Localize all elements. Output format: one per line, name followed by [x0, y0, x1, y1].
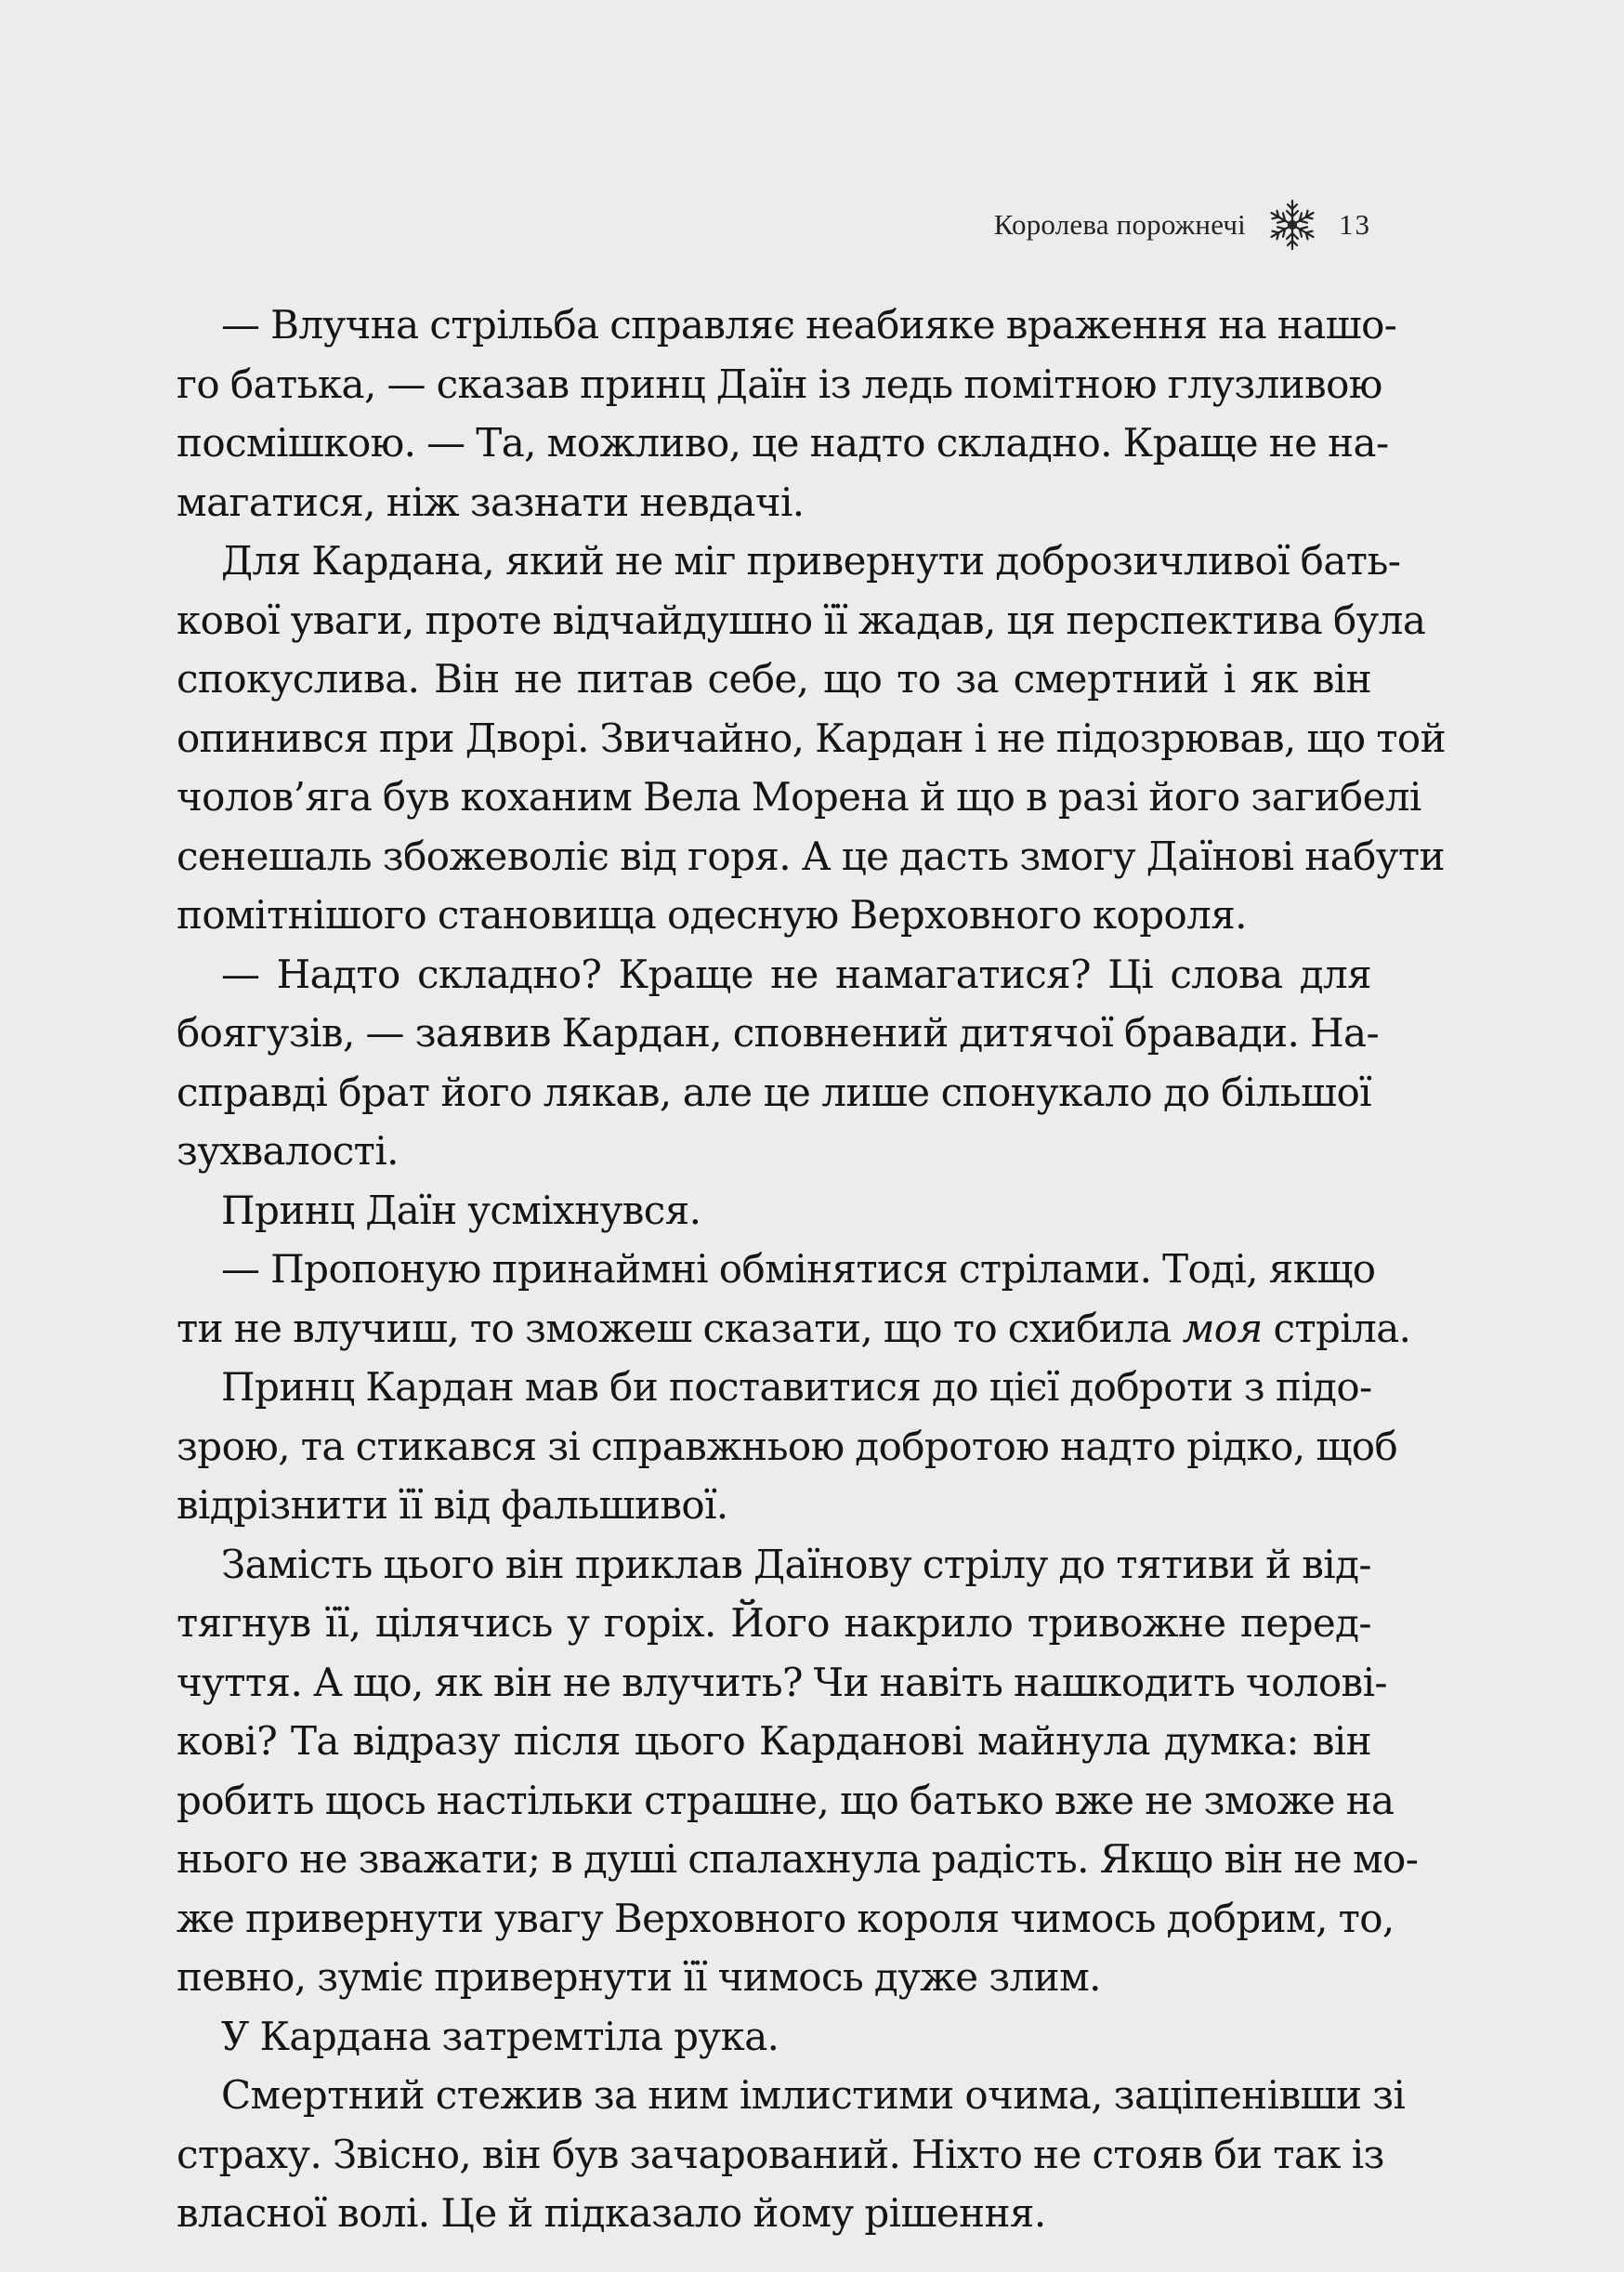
- text-line: же привернути увагу Верховного короля чимось добрим, то,: [177, 1895, 1395, 1941]
- emphasized-word: моя: [1182, 1305, 1263, 1351]
- text-line: тягнув її, цілячись у горіх. Його накрило тривожне перед-: [177, 1600, 1371, 1646]
- text-line: кові? Та відразу після цього Карданові майнула думка: він: [177, 1718, 1371, 1764]
- text-line: — Влучна стрільба справляє неабияке враження на нашо-: [221, 302, 1397, 348]
- text-line: опинився при Дворі. Звичайно, Кардан і не підозрював, що той: [177, 715, 1446, 761]
- text-line: робить щось настільки страшне, що батько вже не зможе на: [177, 1777, 1395, 1823]
- text-line: певно, зуміє привернути її чимось дуже злим.: [177, 1954, 1101, 2000]
- text-line: Для Кардана, який не міг привернути доброзичливої бать-: [221, 538, 1401, 584]
- body-text: [177, 295, 1446, 2243]
- text-line: спокуслива. Він не питав себе, що то за смертний і як він: [177, 656, 1371, 702]
- text-line: го батька, — сказав принц Даїн із ледь помітною глузливою: [177, 361, 1382, 407]
- text-line: Смертний стежив за ним імлистими очима, заціпенівши зі: [221, 2072, 1406, 2118]
- running-head: [994, 197, 1371, 253]
- text-line: власної волі. Це й підказало йому рішення.: [177, 2190, 1046, 2236]
- text-line: Принц Кардан мав би поставитися до цієї доброти з підо-: [221, 1364, 1372, 1410]
- running-head-title: Королева порожнечі: [993, 208, 1246, 241]
- text-line: кової уваги, проте відчайдушно її жадав, ця перспектива була: [177, 597, 1426, 643]
- text-line: відрізнити її від фальшивої.: [177, 1482, 728, 1528]
- text-line-with-emphasis: [177, 1299, 1411, 1359]
- snowflake-icon: [1264, 197, 1320, 253]
- text-line: У Кардана затремтіла рука.: [221, 2013, 779, 2059]
- text-line: Принц Даїн усміхнувся.: [221, 1187, 701, 1233]
- text-line: посмішкою. — Та, можливо, це надто складно. Краще не на-: [177, 420, 1389, 466]
- text-line: — Надто складно? Краще не намагатися? Ці слова для: [221, 951, 1371, 997]
- text-line: справді брат його лякав, але це лише спонукало до більшої: [177, 1069, 1371, 1115]
- page-number: 13: [1339, 208, 1371, 241]
- text-fragment: стріла.: [1262, 1305, 1411, 1351]
- text-line: сенешаль збожеволіє від горя. А це дасть змогу Даїнові набути: [177, 833, 1445, 879]
- text-line: магатися, ніж зазнати невдачі.: [177, 479, 805, 525]
- text-line: — Пропоную принаймні обмінятися стрілами. Тоді, якщо: [221, 1246, 1376, 1292]
- text-line: Замість цього він приклав Даїнову стрілу до тятиви й від-: [221, 1541, 1371, 1587]
- text-line: боягузів, — заявив Кардан, сповнений дитячої бравади. На-: [177, 1010, 1380, 1056]
- text-line: помітнішого становища одесную Верховного короля.: [177, 892, 1247, 938]
- text-fragment: ти не влучиш, то зможеш сказати, що то схибила: [177, 1305, 1183, 1351]
- text-line: зухвалості.: [177, 1128, 399, 1174]
- text-line: чолов’яга був коханим Вела Морена й що в разі його загибелі: [177, 774, 1421, 820]
- text-line: чуття. А що, як він не влучить? Чи навіть нашкодить чолові-: [177, 1659, 1388, 1705]
- text-line: зрою, та стикався зі справжньою добротою надто рідко, щоб: [177, 1423, 1398, 1469]
- text-line: страху. Звісно, він був зачарований. Ніхто не стояв би так із: [177, 2131, 1384, 2177]
- text-line: нього не зважати; в душі спалахнула радість. Якщо він не мо-: [177, 1836, 1419, 1882]
